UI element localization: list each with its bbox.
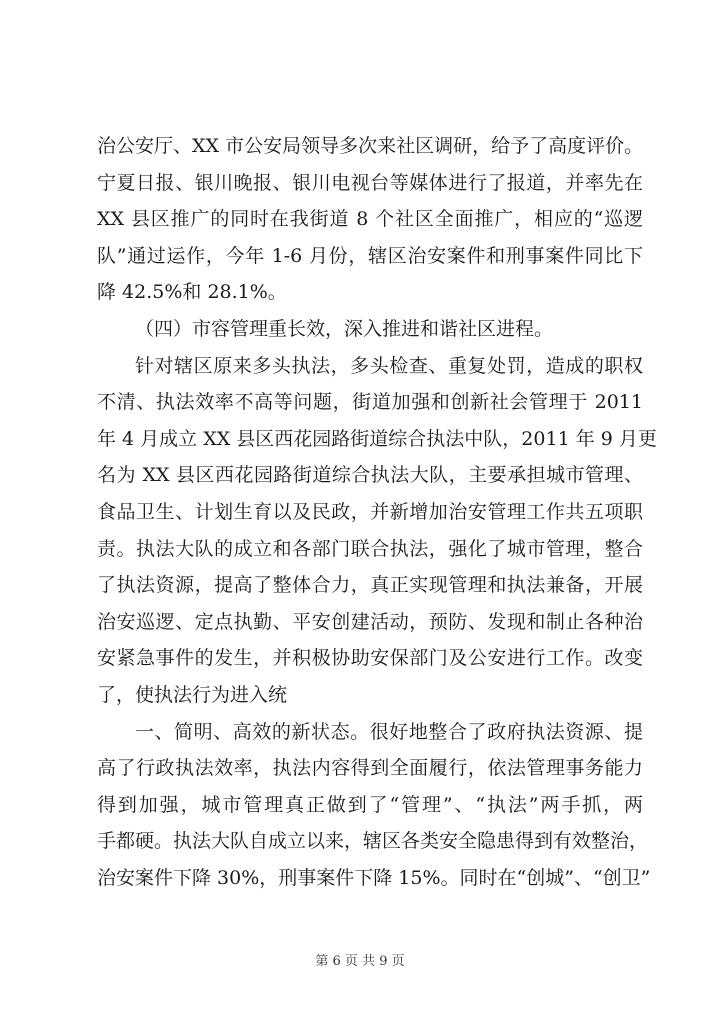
text-line-12: 责。执法大队的成立和各部门联合执法，强化了城市管理，整合 <box>97 537 643 560</box>
text-line-8: 不清、执法效率不高等问题，街道加强和创新社会管理于 2011 <box>97 391 643 414</box>
text-line-14: 治安巡逻、定点执勤、平安创建活动，预防、发现和制止各种治 <box>97 610 643 633</box>
text-line-13: 了执法资源，提高了整体合力，真正实现管理和执法兼备，开展 <box>97 574 643 597</box>
text-line-18: 高了行政执法效率，执法内容得到全面履行，依法管理事务能力 <box>97 757 643 780</box>
text-line-15: 安紧急事件的发生，并积极协助安保部门及公安进行工作。改变 <box>97 647 643 670</box>
text-line-7: 针对辖区原来多头执法，多头检查、重复处罚，造成的职权 <box>135 354 643 377</box>
text-line-2: 宁夏日报、银川晚报、银川电视台等媒体进行了报道，并率先在 <box>97 171 643 194</box>
text-line-4: 队”通过运作，今年 1-6 月份，辖区治安案件和刑事案件同比下 <box>97 244 643 267</box>
text-line-11: 食品卫生、计划生育以及民政，并新增加治安管理工作共五项职 <box>97 500 643 523</box>
text-line-19: 得到加强，城市管理真正做到了“管理”、“执法”两手抓，两 <box>97 793 643 816</box>
text-line-9: 年 4 月成立 XX 县区西花园路街道综合执法中队，2011 年 9 月更 <box>97 427 657 450</box>
text-line-10: 名为 XX 县区西花园路街道综合执法大队，主要承担城市管理、 <box>97 464 643 487</box>
text-line-3: XX 县区推广的同时在我街道 8 个社区全面推广，相应的“巡逻 <box>97 208 643 231</box>
text-line-1: 治公安厅、XX 市公安局领导多次来社区调研，给予了高度评价。 <box>97 135 644 157</box>
section-heading: （四）市容管理重长效，深入推进和谐社区进程。 <box>135 317 554 340</box>
text-line-20: 手都硬。执法大队自成立以来，辖区各类安全隐患得到有效整治， <box>97 830 649 853</box>
text-line-16: 了，使执法行为进入统 <box>97 683 288 706</box>
document-body <box>97 128 657 896</box>
text-line-21: 治安案件下降 30%，刑事案件下降 15%。同时在“创城”、“创卫” <box>97 866 651 889</box>
text-line-17: 一、简明、高效的新状态。很好地整合了政府执法资源、提 <box>135 720 643 743</box>
page-number: 第 6 页 共 9 页 <box>315 954 405 969</box>
text-line-5: 降 42.5%和 28.1%。 <box>97 281 287 304</box>
